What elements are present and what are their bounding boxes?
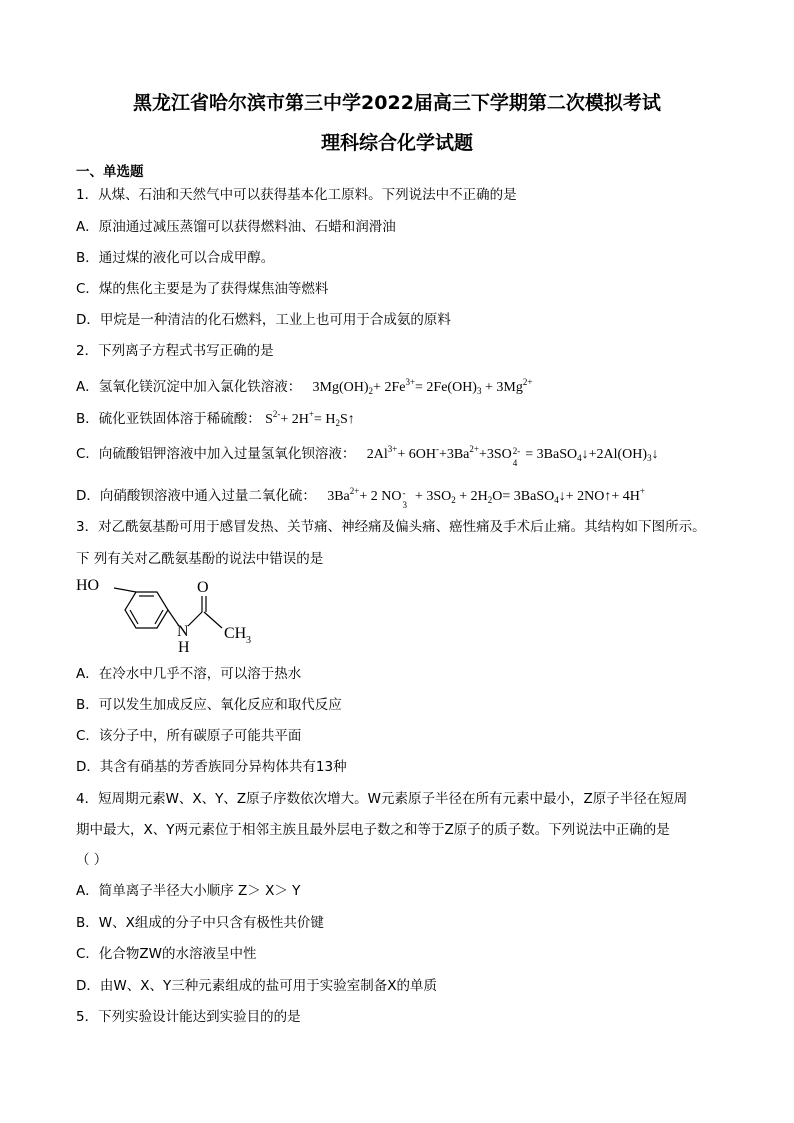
q4-stem-line2: 期中最大，X、Y两元素位于相邻主族且最外层电子数之和等于Z原子的质子数。下列说法中正确的是 <box>76 822 670 838</box>
q4-stem-line3: （ ） <box>76 852 108 868</box>
q2-option-a-equation: $3Mg(OH)_2+ 2Fe^{3+}= 2Fe(OH)_3 + 3Mg^{2+}$ <box>305 377 533 396</box>
q4-stem-line1: 4．短周期元素W、X、Y、Z原子序数依次增大。W元素原子半径在所有元素中最小，Z原子半径在短周 <box>76 791 688 807</box>
q3-option-c: C．该分子中，所有碳原子可能共平面 <box>76 728 302 744</box>
q2-option-d-text: D．向硝酸钡溶液中通入过量二氧化硫： <box>76 488 316 504</box>
q2-option-c-text: C．向硫酸铝钾溶液中加入过量氢氧化钡溶液： <box>76 446 356 462</box>
q4-option-c: C．化合物ZW的水溶液呈中性 <box>76 946 257 962</box>
section-heading: 一、单选题 <box>76 164 144 180</box>
q2-option-d <box>76 482 645 509</box>
label-n: N <box>177 623 189 640</box>
q2-option-c <box>76 440 659 467</box>
q2-option-b <box>76 405 355 432</box>
q3-stem-line2: 下 列有关对乙酰氨基酚的说法中错误的是 <box>76 551 324 567</box>
q3-stem-line1: 3．对乙酰氨基酚可用于感冒发热、关节痛、神经痛及偏头痛、癌性痛及手术后止痛。其结构如下图所示。 <box>76 519 706 535</box>
q1-option-d: D．甲烷是一种清洁的化石燃料，工业上也可用于合成氨的原料 <box>76 312 451 328</box>
exam-subtitle: 理科综合化学试题 <box>320 132 473 154</box>
q2-stem: 2．下列离子方程式书写正确的是 <box>76 343 274 359</box>
q2-option-c-equation: $2Al^{3+}+ 6OH^-+3Ba^{2+}+3SO$ 2- 4 = $3BaSO_4↓+2Al(OH)_3↓$ <box>359 444 659 468</box>
q2-option-a-text: A．氢氧化镁沉淀中加入氯化铁溶液： <box>76 379 302 395</box>
q4-option-b: B．W、X组成的分子中只含有极性共价键 <box>76 915 324 931</box>
q3-option-d: D．其含有硝基的芳香族同分异构体共有13种 <box>76 759 347 775</box>
q2-option-b-text: B．硫化亚铁固体溶于稀硫酸： <box>76 411 261 427</box>
q4-option-a: A．简单离子半径大小顺序 Z＞ X＞ Y <box>76 883 301 899</box>
acetaminophen-structure <box>74 574 274 654</box>
label-ch3-subscript: 3 <box>246 635 251 646</box>
q4-option-d: D．由W、X、Y三种元素组成的盐可用于实验室制备X的单质 <box>76 978 437 994</box>
label-o: O <box>197 579 209 596</box>
q5-stem: 5．下列实验设计能达到实验目的的是 <box>76 1009 301 1025</box>
q1-option-c: C．煤的焦化主要是为了获得煤焦油等燃料 <box>76 281 329 297</box>
label-ho: HO <box>76 577 100 594</box>
q3-option-b: B．可以发生加成反应、氧化反应和取代反应 <box>76 697 342 713</box>
q1-option-a: A．原油通过减压蒸馏可以获得燃料油、石蜡和润滑油 <box>76 219 396 235</box>
q2-option-b-equation: $S^{2-}+ 2H^+=$ $H_2S↑$ <box>265 409 355 428</box>
q1-option-b: B．通过煤的液化可以合成甲醇。 <box>76 250 275 266</box>
q2-option-a <box>76 373 532 400</box>
exam-title: 黑龙江省哈尔滨市第三中学2022届高三下学期第二次模拟考试 <box>133 92 661 114</box>
label-ch3: CH <box>224 625 247 642</box>
q3-option-a: A．在冷水中几乎不溶，可以溶于热水 <box>76 666 302 682</box>
label-h: H <box>178 639 190 654</box>
q1-stem: 1．从煤、石油和天然气中可以获得基本化工原料。下列说法中不正确的是 <box>76 187 517 203</box>
q2-option-d-equation: $3Ba^{2+}+ 2$ NO - 3 + $3SO_2 + 2H_2O=$ 3BaSO$_4$↓+ 2NO↑+ 4H+ <box>320 486 645 510</box>
